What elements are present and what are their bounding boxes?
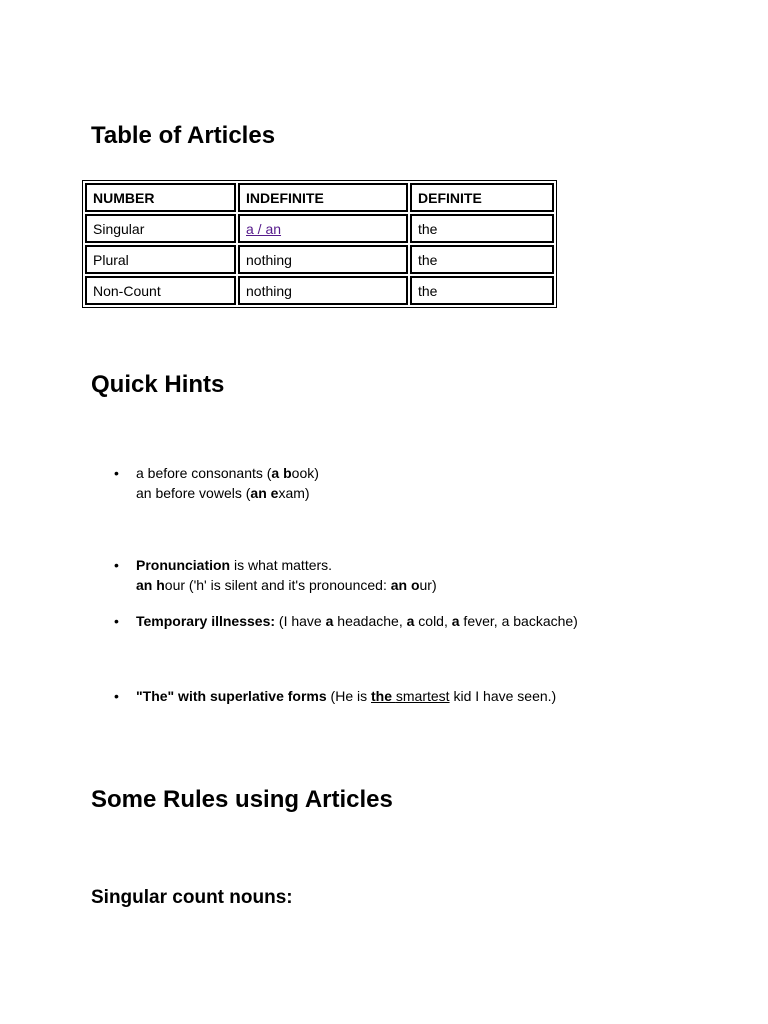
- a-an-link[interactable]: a / an: [246, 220, 282, 237]
- table-of-articles-heading: Table of Articles: [91, 122, 276, 149]
- table-cell: [238, 214, 408, 243]
- singular-count-nouns-subheading: Singular count nouns:: [91, 887, 293, 908]
- table-cell: Non-Count: [85, 276, 236, 305]
- table-row: [85, 214, 554, 243]
- table-cell: the: [410, 276, 554, 305]
- table-cell: nothing: [238, 245, 408, 274]
- table-cell: Singular: [85, 214, 236, 243]
- header-number: NUMBER: [85, 183, 236, 212]
- list-item: • Temporary illnesses: (I have a headache, a cold, a fever, a backache): [136, 611, 736, 631]
- table-header-row: [85, 183, 554, 212]
- list-item: • Pronunciation is what matters. an hour ('h' is silent and it's pronounced: an our): [136, 555, 736, 595]
- table-cell: Plural: [85, 245, 236, 274]
- quick-hints-heading: Quick Hints: [91, 371, 225, 398]
- table-cell: the: [410, 245, 554, 274]
- articles-table: [82, 180, 557, 308]
- list-item: • "The" with superlative forms (He is the smartest kid I have seen.): [136, 686, 736, 706]
- list-item: • a before consonants (a book) an before vowels (an exam): [136, 463, 736, 503]
- table-row: [85, 245, 554, 274]
- table-cell: the: [410, 214, 554, 243]
- some-rules-heading: Some Rules using Articles: [91, 786, 393, 813]
- table-cell: nothing: [238, 276, 408, 305]
- table-row: [85, 276, 554, 305]
- header-definite: DEFINITE: [410, 183, 554, 212]
- header-indefinite: INDEFINITE: [238, 183, 408, 212]
